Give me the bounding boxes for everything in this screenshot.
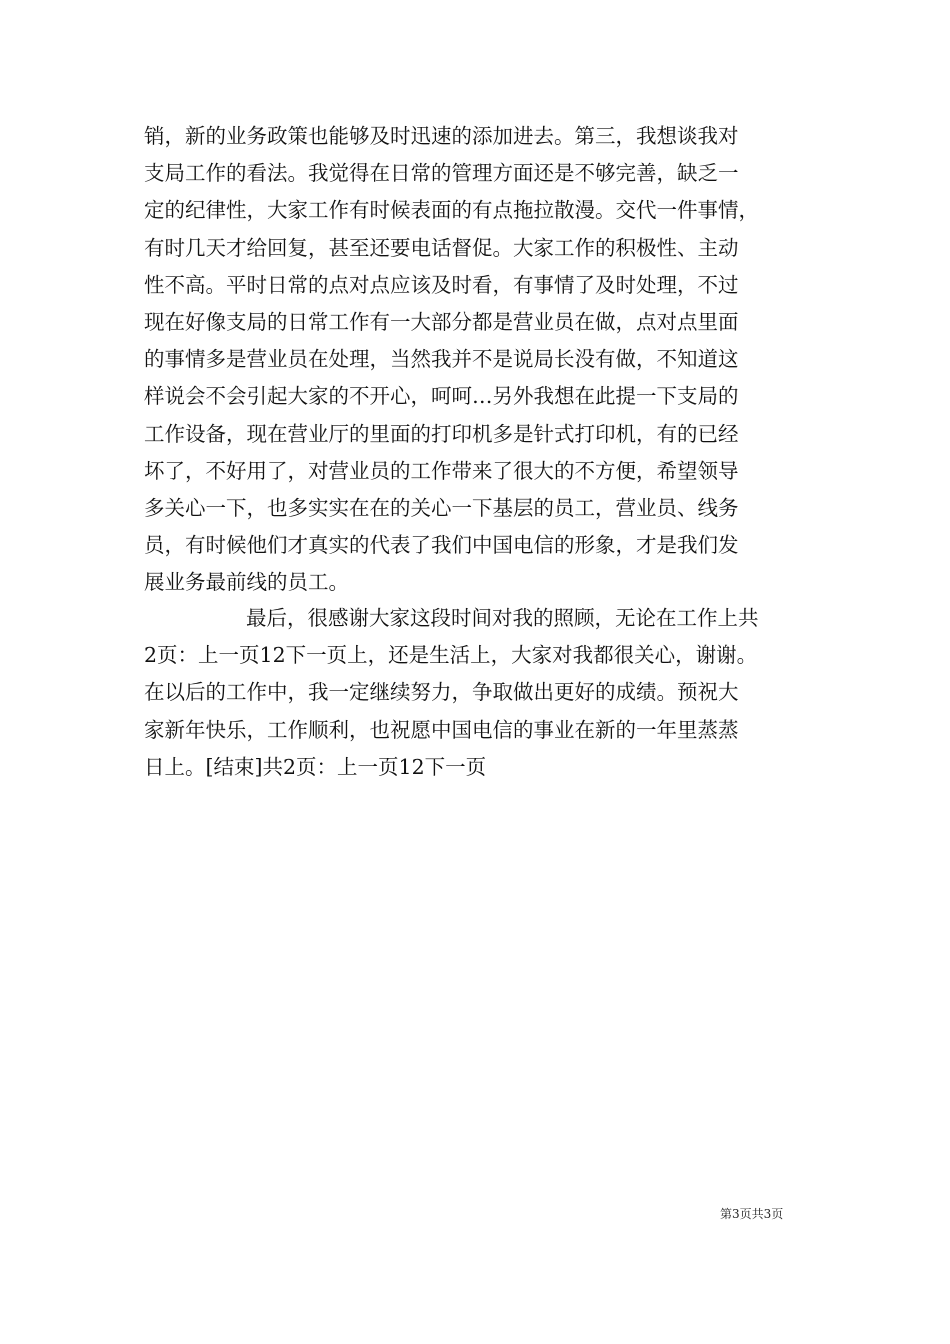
paragraph-line: 员，有时候他们才真实的代表了我们中国电信的形象，才是我们发 xyxy=(144,533,739,558)
paragraph-line: 现在好像支局的日常工作有一大部分都是营业员在做，点对点里面 xyxy=(144,309,739,334)
paragraph-line: 性不高。平时日常的点对点应该及时看，有事情了及时处理，不过 xyxy=(144,272,739,297)
paragraph-closing xyxy=(144,600,814,786)
paragraph-line: 最后，很感谢大家这段时间对我的照顾，无论在工作上共 xyxy=(246,606,759,630)
paragraph-line: 坏了，不好用了，对营业员的工作带来了很大的不方便，希望领导 xyxy=(144,458,739,483)
paragraph-line: 样说会不会引起大家的不开心，呵呵…另外我想在此提一下支局的 xyxy=(144,384,739,409)
paragraph-body xyxy=(144,118,814,601)
paragraph-line: 2页：上一页12下一页上，还是生活上，大家对我都很关心，谢谢。 xyxy=(144,643,758,668)
paragraph-line: 多关心一下，也多实实在在的关心一下基层的员工，营业员、线务 xyxy=(144,495,739,520)
paragraph-line: 家新年快乐，工作顺利，也祝愿中国电信的事业在新的一年里蒸蒸 xyxy=(144,717,739,742)
paragraph-line: 有时几天才给回复，甚至还要电话督促。大家工作的积极性、主动 xyxy=(144,235,739,260)
paragraph-line: 销，新的业务政策也能够及时迅速的添加进去。第三，我想谈我对 xyxy=(144,124,739,148)
paragraph-line: 日上。[结束]共2页：上一页12下一页 xyxy=(144,754,487,779)
paragraph-line: 定的纪律性，大家工作有时候表面的有点拖拉散漫。交代一件事情， xyxy=(144,198,759,223)
paragraph-line: 展业务最前线的员工。 xyxy=(144,570,349,595)
paragraph-line: 工作设备，现在营业厅的里面的打印机多是针式打印机，有的已经 xyxy=(144,421,739,446)
page-number-footer: 第3页共3页 xyxy=(720,1207,784,1221)
paragraph-line: 支局工作的看法。我觉得在日常的管理方面还是不够完善，缺乏一 xyxy=(144,161,739,186)
paragraph-line: 在以后的工作中，我一定继续努力，争取做出更好的成绩。预祝大 xyxy=(144,680,739,705)
paragraph-line: 的事情多是营业员在处理，当然我并不是说局长没有做，不知道这 xyxy=(144,347,739,372)
